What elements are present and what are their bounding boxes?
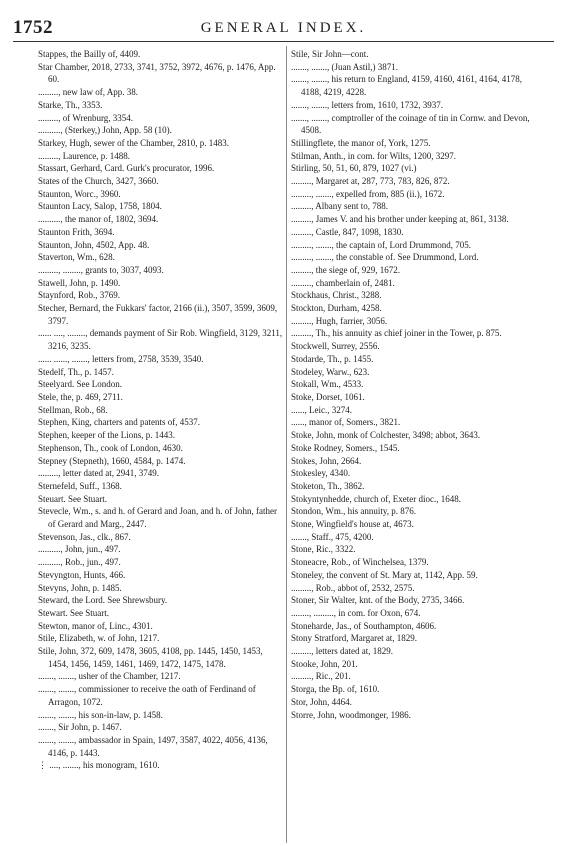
index-entry: Stevyns, John, p. 1485. <box>38 582 122 593</box>
index-entry: Stevyngton, Hunts, 466. <box>38 569 126 580</box>
index-entry: Stoner, Sir Walter, knt. of the Body, 2735, 3466. <box>291 595 465 606</box>
index-entry: .........., John, jun., 497. <box>38 544 121 555</box>
index-entry: ........., new law of, App. 38. <box>38 87 138 98</box>
index-entry: Stele, the, p. 469, 2711. <box>38 391 123 402</box>
index-entry: ......., ......., (Juan Astil,) 3871. <box>291 61 398 72</box>
index-entry: ........., the siege of, 929, 1672. <box>291 264 400 275</box>
index-entry: Stockwell, Surrey, 2556. <box>291 341 380 352</box>
index-entry: Staunton Frith, 3694. <box>38 226 115 237</box>
index-entry: ......, Leic., 3274. <box>291 404 352 415</box>
index-entry: .........., (Sterkey,) John, App. 58 (10). <box>38 125 172 136</box>
index-entry: ........., ......., the captain of, Lord Drummond, 705. <box>291 239 471 250</box>
index-entry: Stondon, Wm., his annuity, p. 876. <box>291 506 417 517</box>
index-entry: Stodarde, Th., p. 1455. <box>291 353 374 364</box>
header-rule <box>13 41 554 42</box>
running-title: GENERAL INDEX. <box>200 20 367 36</box>
index-entry: Stone, Ric., 3322. <box>291 544 356 555</box>
index-entry: ........., Albany sent to, 788. <box>291 201 388 212</box>
index-entry: ......., ......., his son-in-law, p. 1458. <box>38 709 163 720</box>
index-entry: ........., Hugh, farrier, 3056. <box>291 315 388 326</box>
index-entry: Stephen, keeper of the Lions, p. 1443. <box>38 430 175 441</box>
index-entry: Stewart. See Stuart. <box>38 607 109 618</box>
index-entry: Stony Stratford, Margaret at, 1829. <box>291 633 418 644</box>
column-divider <box>286 46 287 843</box>
index-entry: Stockhaus, Christ., 3288. <box>291 290 382 301</box>
index-entry: ........., Rob., abbot of, 2532, 2575. <box>291 582 415 593</box>
index-entry: Stoneley, the convent of St. Mary at, 1142, App. 59. <box>291 569 478 580</box>
index-entry: Storre, John, woodmonger, 1986. <box>291 709 411 720</box>
index-entry: ......., Staff., 475, 4200. <box>291 531 374 542</box>
index-entry: Stile, Sir John—cont. <box>291 49 369 59</box>
index-entry: ...... ...., ........, demands payment of Sir Rob. Wingfield, 3129, 3211, 3216, 3235. <box>38 328 283 352</box>
index-entry: .........., Rob., jun., 497. <box>38 557 121 568</box>
index-entry: ......., ......., ambassador in Spain, 1497, 3587, 4022, 4056, 4136, 4146, p. 1443. <box>38 734 268 758</box>
index-entry: Stoketon, Th., 3862. <box>291 480 365 491</box>
index-entry: Steelyard. See London. <box>38 379 122 390</box>
index-entry: ......., ......., commissioner to receive the oath of Ferdinand of Arragon, 1072. <box>38 684 256 707</box>
index-entry: Steward, the Lord. See Shrewsbury. <box>38 595 168 606</box>
index-entry: Stoke, Dorset, 1061. <box>291 391 365 402</box>
index-entry: ......., ......., comptroller of the coinage of tin in Cornw. and Devon, 4508. <box>291 112 530 136</box>
index-entry: ...... ......, ......., letters from, 2758, 3539, 3540. <box>38 353 204 364</box>
index-entry: ......., ......., letters from, 1610, 1732, 3937. <box>291 99 443 110</box>
index-entry: Stepney (Stepneth), 1660, 4584, p. 1474. <box>38 455 186 466</box>
index-entry: Stewton, manor of, Linc., 4301. <box>38 620 153 631</box>
index-entry: ........., James V. and his brother under keeping at, 861, 3138. <box>291 214 509 225</box>
index-entry: ........, ........., in com. for Oxon, 674. <box>291 607 421 618</box>
index-entry: ........., ......., the constable of. See Drummond, Lord. <box>291 252 479 263</box>
index-entry: Steuart. See Stuart. <box>38 493 107 504</box>
index-entry: Stile, John, 372, 609, 1478, 3605, 4108, pp. 1445, 1450, 1453, 1454, 1456, 1459, 1461, 1469, 1472, 1475, 1478. <box>38 646 263 669</box>
page-header <box>13 17 554 41</box>
index-entry: ........., letter dated at, 2941, 3749. <box>38 468 159 479</box>
index-entry: ......., ......., usher of the Chamber, 1217. <box>38 671 181 682</box>
index-entry: Stodeley, Warw., 623. <box>291 366 370 377</box>
index-entry: Stockton, Durham, 4258. <box>291 303 382 314</box>
index-entry: Stirling, 50, 51, 60, 879, 1027 (vi.) <box>291 163 417 174</box>
index-entry: Star Chamber, 2018, 2733, 3741, 3752, 3972, 4676, p. 1476, App. 60. <box>38 61 276 85</box>
index-entry: Stonehardе, Jas., of Southampton, 4606. <box>291 620 437 631</box>
index-entry: Stone, Wingfield's house at, 4673. <box>291 519 414 530</box>
index-entry: Stassart, Gerhard, Card. Gurk's procurator, 1996. <box>38 163 215 174</box>
index-entry: Stokyntynhedde, church of, Exeter dioc., 1648. <box>291 493 461 504</box>
index-entry: ........., Castle, 847, 1098, 1830. <box>291 226 404 237</box>
index-entry: Stile, Elizabeth, w. of John, 1217. <box>38 633 160 644</box>
index-entry: Starkey, Hugh, sewer of the Chamber, 2810, p. 1483. <box>38 137 230 148</box>
index-entry: Stevenson, Jas., clk., 867. <box>38 531 131 542</box>
index-entry: Stilman, Anth., in com. for Wilts, 1200, 3297. <box>291 150 456 161</box>
index-entry: ......, manor of, Somers., 3821. <box>291 417 401 428</box>
index-entry: ........., Margaret at, 287, 773, 783, 826, 872. <box>291 176 450 187</box>
index-entry: Sternefeld, Suff., 1368. <box>38 480 122 491</box>
index-entry: Stillingflete, the manor of, York, 1275. <box>291 137 431 148</box>
index-entry: States of the Church, 3427, 3660. <box>38 176 159 187</box>
index-entry: Stellman, Rob., 68. <box>38 404 108 415</box>
index-entry: Stevecle, Wm., s. and h. of Gerard and Joan, and h. of John, father of Gerard and Marg., 2447. <box>38 506 278 530</box>
index-entry: Stor, John, 4464. <box>291 696 352 707</box>
index-entry: Stephen, King, charters and patents of, 4537. <box>38 417 200 428</box>
page-number: 1752 <box>13 17 53 38</box>
index-entry: ......., ......., his return to England, 4159, 4160, 4161, 4164, 4178, 4188, 4219, 4228. <box>291 74 522 98</box>
index-entry: ........., letters dated at, 1829. <box>291 646 393 657</box>
index-entry: ........., ......., expelled from, 885 (ii.), 1672. <box>291 188 445 199</box>
index-entry: ........., Th., his annuity as chief joiner in the Tower, p. 875. <box>291 328 502 339</box>
index-entry: Stedelf, Th., p. 1457. <box>38 366 114 377</box>
index-entry: Stooke, John, 201. <box>291 658 358 669</box>
index-entry: Staunton, Worc., 3960. <box>38 188 121 199</box>
index-entry: Stokall, Wm., 4533. <box>291 379 364 390</box>
index-entry: Stappes, the Bailly of, 4409. <box>38 49 141 59</box>
index-entry: Storga, the Bp. of, 1610. <box>291 684 380 695</box>
index-entry: .........., the manor of, 1802, 3694. <box>38 214 159 225</box>
index-entry: ........., of Wrenburg, 3354. <box>38 112 134 123</box>
index-entry: Stoneacre, Rob., of Winchelsea, 1379. <box>291 557 429 568</box>
index-entry: Staunton Lacy, Salop, 1758, 1804. <box>38 201 162 212</box>
index-entry: ........., Ric., 201. <box>291 671 351 682</box>
index-entry: ........., chamberlain of, 2481. <box>291 277 395 288</box>
index-entry: Stawell, John, p. 1490. <box>38 277 121 288</box>
index-entry: ......., Sir John, p. 1467. <box>38 722 122 733</box>
index-entry: Staynford, Rob., 3769. <box>38 290 120 301</box>
index-entry: Stokesley, 4340. <box>291 468 351 479</box>
index-entry: ........., ........, grants to, 3037, 4093. <box>38 264 164 275</box>
index-entry: ........., Laurence, p. 1488. <box>38 150 130 161</box>
index-entry: Stokes, John, 2664. <box>291 455 362 466</box>
index-entry: Starke, Th., 3353. <box>38 99 103 110</box>
index-entry: Stephenson, Th., cook of London, 4630. <box>38 442 183 453</box>
index-entry: Stoke Rodney, Somers., 1545. <box>291 442 400 453</box>
left-column <box>38 48 283 846</box>
index-entry: ⋮ ...., ......., his monogram, 1610. <box>38 760 160 771</box>
index-entry: Staunton, John, 4502, App. 48. <box>38 239 150 250</box>
right-column <box>291 48 531 846</box>
index-entry: Stoke, John, monk of Colchester, 3498; abbot, 3643. <box>291 430 481 441</box>
index-entry: Staverton, Wm., 628. <box>38 252 115 263</box>
index-entry: Stecher, Bernard, the Fukkars' factor, 2166 (ii.), 3507, 3599, 3609, 3797. <box>38 303 278 326</box>
